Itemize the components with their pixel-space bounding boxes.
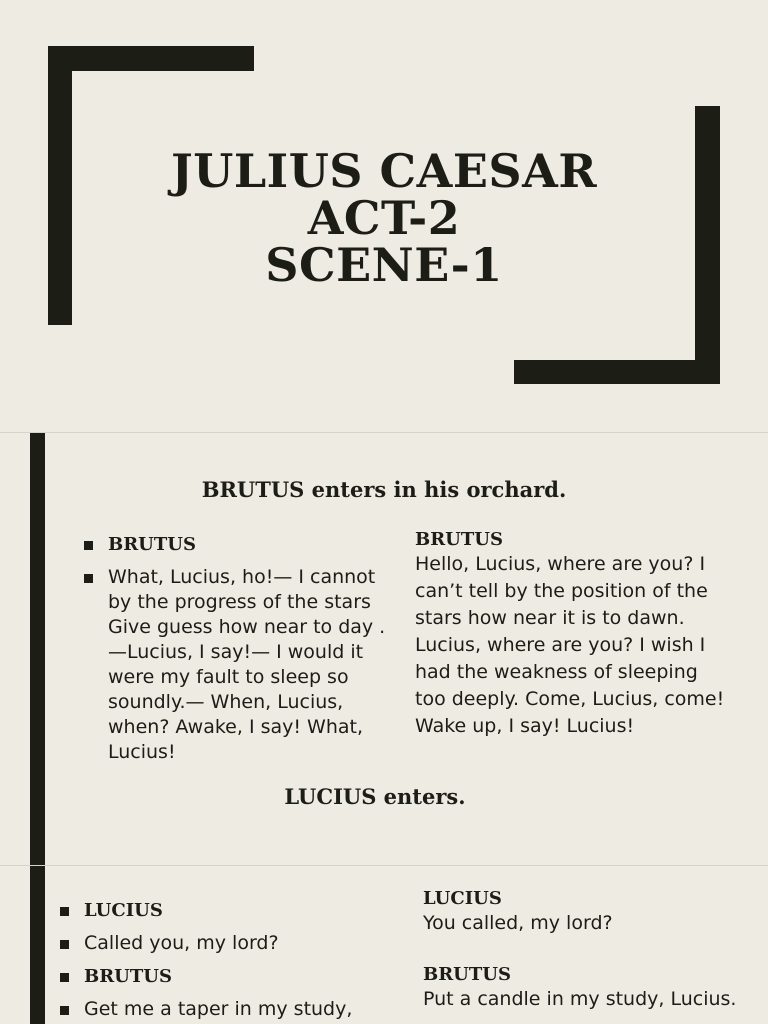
- list-item-line: What, Lucius, ho!— I cannot by the progress of the stars Give guess how near to day . —Lucius, I say!— I would it were my fault to sleep so soundly.— When, Lucius, when? Awake, I say! What, Lucius!: [84, 565, 394, 765]
- frame-bottom-right-horizontal: [514, 360, 720, 384]
- scene-heading: BRUTUS enters in his orchard.: [201, 477, 567, 502]
- translation-speaker: LUCIUS: [423, 888, 502, 909]
- list-item-speaker: LUCIUS: [60, 898, 390, 923]
- list-item-speaker: BRUTUS: [60, 964, 390, 989]
- spacer: [423, 937, 768, 964]
- translation-block: [415, 529, 725, 740]
- list-item-line: Called you, my lord?: [60, 931, 390, 956]
- translation-speaker: BRUTUS: [415, 529, 503, 550]
- list-item-line: Get me a taper in my study,: [60, 997, 390, 1022]
- translation-text: Hello, Lucius, where are you? I can’t tell by the position of the stars how near it is to dawn. Lucius, where are you? I wish I had the weakness of sleeping too deeply. Come, Lucius, come! Wake up, I say! Lucius!: [415, 553, 725, 737]
- translation-text: Put a candle in my study, Lucius.: [423, 988, 737, 1010]
- translation-speaker: BRUTUS: [423, 964, 511, 985]
- stage-direction: LUCIUS enters.: [284, 784, 466, 809]
- title-line-scene: SCENE-1: [265, 238, 503, 292]
- accent-vertical-bar: [30, 866, 45, 1024]
- original-text-list: [60, 898, 390, 1024]
- original-text-list: [84, 532, 394, 773]
- title-slide: [0, 0, 768, 432]
- list-item-speaker: BRUTUS: [84, 532, 394, 557]
- translation-block: [423, 888, 768, 1013]
- title-line-act: ACT-2: [307, 191, 461, 245]
- content-slide-1: [0, 433, 768, 865]
- content-slide-2: [0, 866, 768, 1024]
- translation-text: You called, my lord?: [423, 912, 613, 934]
- frame-top-left-horizontal: [48, 46, 254, 71]
- slide-title: [0, 144, 768, 292]
- title-line-play: JULIUS CAESAR: [170, 144, 598, 198]
